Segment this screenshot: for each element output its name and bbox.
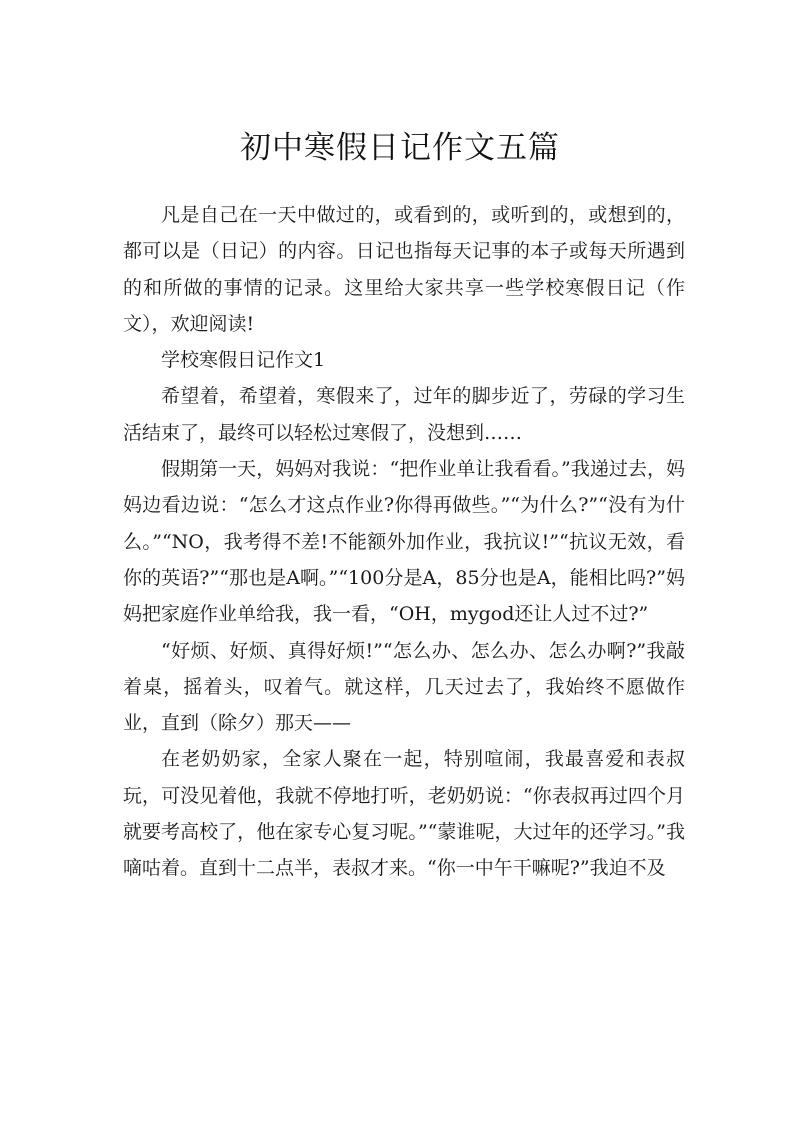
paragraph: “好烦、好烦、真得好烦!”“怎么办、怎么办、怎么办啊?”我敲着桌，摇着头，叹着气。就这样，几天过去了，我始终不愿做作业，直到（除夕）那天—— (123, 639, 685, 735)
paragraph: 在老奶奶家，全家人聚在一起，特别喧闹，我最喜爱和表叔玩，可没见着他，我就不停地打听，老奶奶说：“你表叔再过四个月就要考高校了，他在家专心复习呢。”“蒙谁呢，大过年的还学习。”我嘀咕着。直到十二点半，表叔才来。“你一中午干嘛呢?”我迫不及 (123, 748, 685, 880)
intro-paragraph: 凡是自己在一天中做过的，或看到的，或听到的，或想到的，都可以是（日记）的内容。日记也指每天记事的本子或每天所遇到的和所做的事情的记录。这里给大家共享一些学校寒假日记（作文），欢迎阅读! (123, 204, 685, 335)
section-heading: 学校寒假日记作文1 (161, 349, 326, 372)
paragraph: 希望着，希望着，寒假来了，过年的脚步近了，劳碌的学习生活结束了，最终可以轻松过寒假了，没想到…… (123, 385, 685, 444)
document-title: 初中寒假日记作文五篇 (240, 130, 560, 166)
document-body (123, 197, 685, 887)
paragraph: 假期第一天，妈妈对我说：“把作业单让我看看。”我递过去，妈妈边看边说：“怎么才这点作业?你得再做些。”“为什么?”“没有为什么。”“NO，我考得不差!不能额外加作业，我抗议!”“抗议无效，看你的英语?”“那也是A啊。”“100分是A，85分也是A，能相比吗?”妈妈把家庭作业单给我，我一看，“OH，mygod还让人过不过?” (123, 458, 685, 626)
